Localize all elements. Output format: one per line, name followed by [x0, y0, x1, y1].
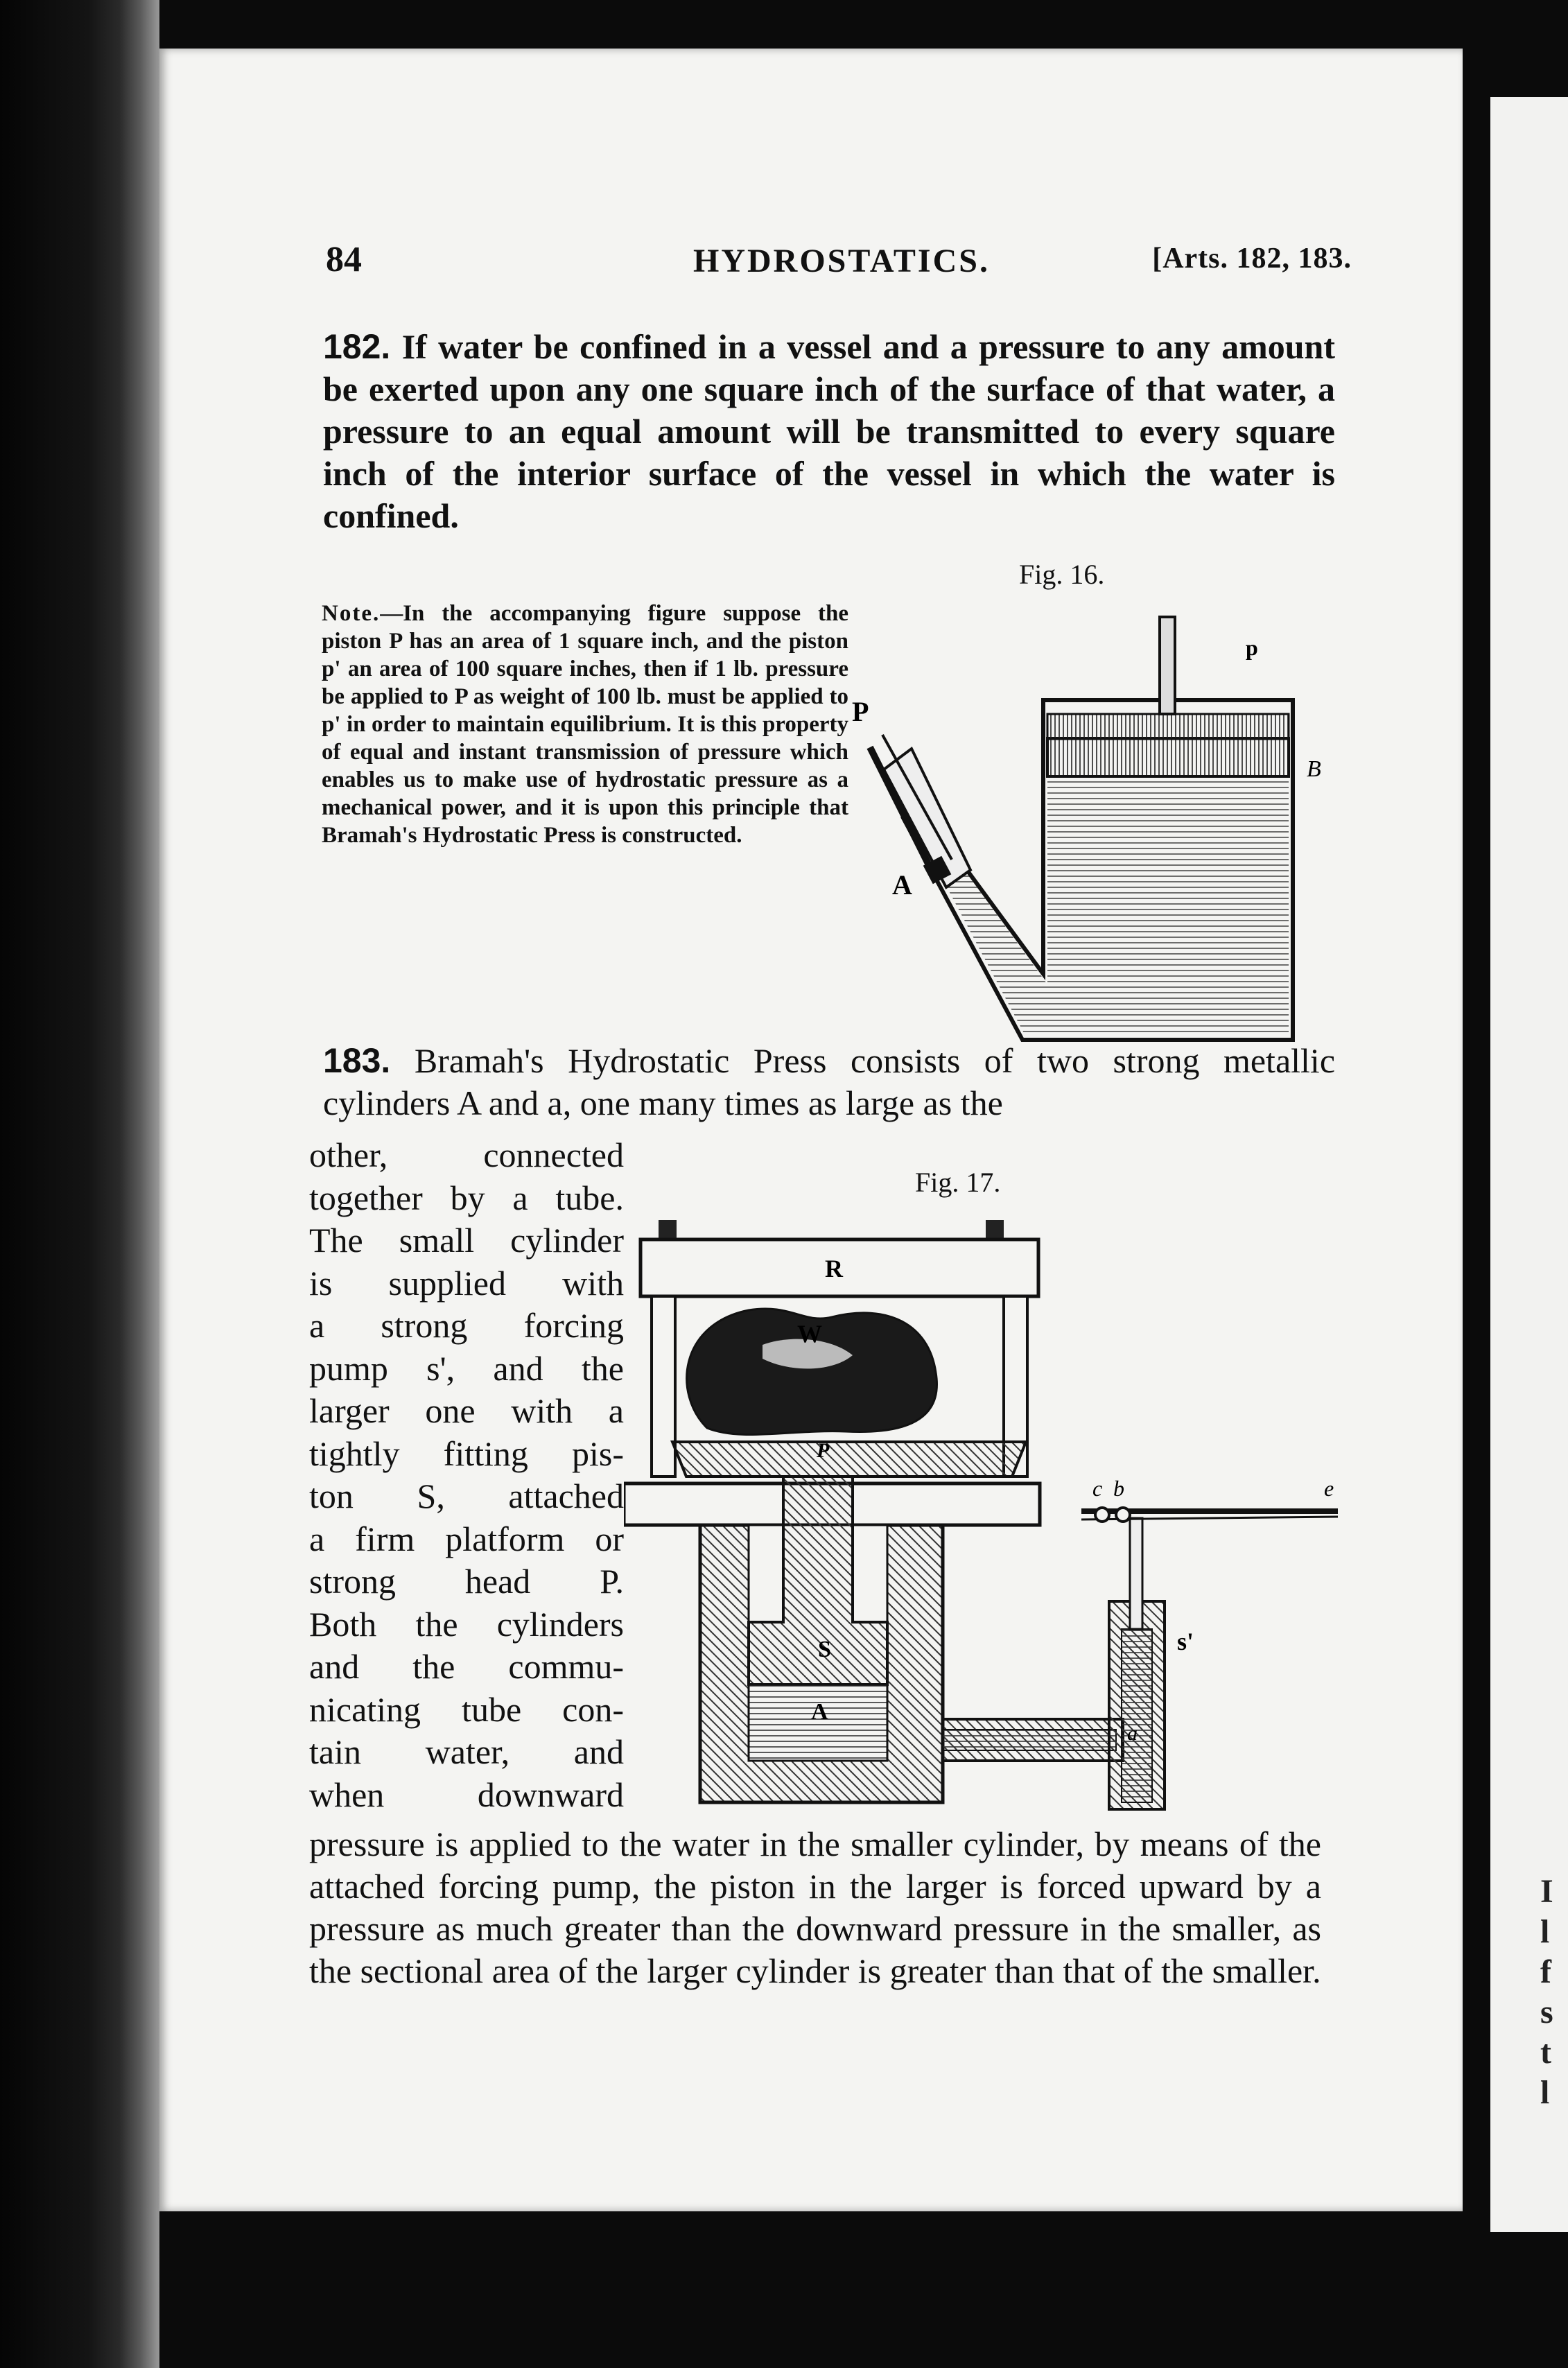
- text-line: and the commu-: [309, 1647, 624, 1686]
- label-valve-b: b: [1113, 1476, 1124, 1501]
- text-line: tain water, and: [309, 1732, 624, 1771]
- text-line: a firm platform or: [309, 1519, 624, 1558]
- next-page-fragment: [1540, 1872, 1568, 2113]
- figure-16-caption: Fig. 16.: [1019, 559, 1105, 590]
- label-piston: S: [818, 1637, 831, 1662]
- book-binding-edge: [0, 0, 159, 2368]
- text-line: a strong forcing: [309, 1306, 624, 1345]
- text-line: The small cylinder: [309, 1221, 624, 1260]
- fragment-letter: s: [1540, 1994, 1553, 2030]
- label-small-cylinder: a: [1127, 1722, 1138, 1745]
- article-text: pressure is applied to the water in the smaller cylinder, by means of the attached forcing pump, the piston in the larger is forced upward by a pressure as much greater than the downward pressure in the smaller, as the sectional area of the larger cylinder is greater than that of the smaller.: [309, 1825, 1321, 1990]
- text-line: Both the cylinders: [309, 1604, 624, 1644]
- text-line: pump s', and the: [309, 1348, 624, 1388]
- fragment-letter: l: [1540, 1913, 1550, 1950]
- label-valve-c: c: [1092, 1476, 1103, 1501]
- page-title: HYDROSTATICS.: [693, 243, 990, 279]
- text-line: when downward: [309, 1775, 624, 1814]
- label-small-piston: P: [852, 696, 869, 727]
- figure-17-caption: Fig. 17.: [915, 1167, 1001, 1198]
- label-platform: P: [817, 1439, 830, 1462]
- label-weight: W: [797, 1320, 822, 1348]
- text-line: together by a tube.: [309, 1178, 624, 1217]
- note-paragraph: [322, 600, 848, 849]
- note-heading: Note.: [322, 601, 381, 626]
- article-183-tail: [309, 1823, 1321, 1992]
- fragment-letter: t: [1540, 2034, 1551, 2071]
- label-small-cylinder: A: [892, 869, 912, 900]
- article-number: 183.: [323, 1041, 391, 1080]
- large-piston-icon: [1047, 738, 1289, 776]
- text-line: nicating tube con-: [309, 1689, 624, 1729]
- article-183-lead: [323, 1040, 1335, 1124]
- text-line: ton S, attached: [309, 1477, 624, 1515]
- fragment-letter: l: [1540, 2074, 1550, 2111]
- article-182: [323, 326, 1335, 537]
- text-line: other, connected: [309, 1135, 624, 1174]
- page-number: 84: [326, 240, 362, 279]
- fragment-letter: f: [1540, 1953, 1551, 1990]
- text-line: tightly fitting pis-: [309, 1434, 624, 1473]
- platform: [672, 1442, 1026, 1477]
- article-text: If water be confined in a vessel and a pressure to any amount be exerted upon any one square inch of the surface of that water, a pressure to an equal amount will be transmitted to every square inch of the interior surface of the vessel in which the water is confined.: [323, 327, 1336, 535]
- note-text: —In the accompanying figure suppose the piston P has an area of 1 square inch, and the piston p' an area of 100 square inches, then if 1 lb. pressure be applied to P as weight of 100 lb. must be applied to p' in order to maintain equilibrium. It is this property of equal and instant transmission of pressure which enables us to make use of hydrostatic pressure as a mechanical power, and it is upon this principle that Bramah's Hydrostatic Press is constructed.: [322, 601, 848, 848]
- text-line: larger one with a: [309, 1391, 624, 1430]
- article-number: 182.: [323, 327, 391, 366]
- article-range: [Arts. 182, 183.: [1152, 243, 1352, 275]
- text-line: is supplied with: [309, 1263, 624, 1303]
- label-vessel: B: [1307, 756, 1321, 782]
- article-text: Bramah's Hydrostatic Press consists of two strong metallic cylinders A and a, one many times as large as the: [323, 1041, 1336, 1122]
- figure-17-illustration: [624, 1206, 1345, 1823]
- article-183-column: [309, 1134, 624, 1816]
- label-handle-end: e: [1324, 1476, 1334, 1501]
- running-head: [326, 239, 1352, 295]
- label-large-cylinder: A: [811, 1699, 828, 1725]
- label-head: R: [825, 1255, 843, 1282]
- label-pump: s': [1177, 1628, 1194, 1655]
- label-large-piston: p: [1246, 635, 1258, 660]
- text-line: strong head P.: [309, 1562, 624, 1601]
- fragment-letter: I: [1540, 1873, 1553, 1910]
- figure-16-illustration: [849, 596, 1348, 1054]
